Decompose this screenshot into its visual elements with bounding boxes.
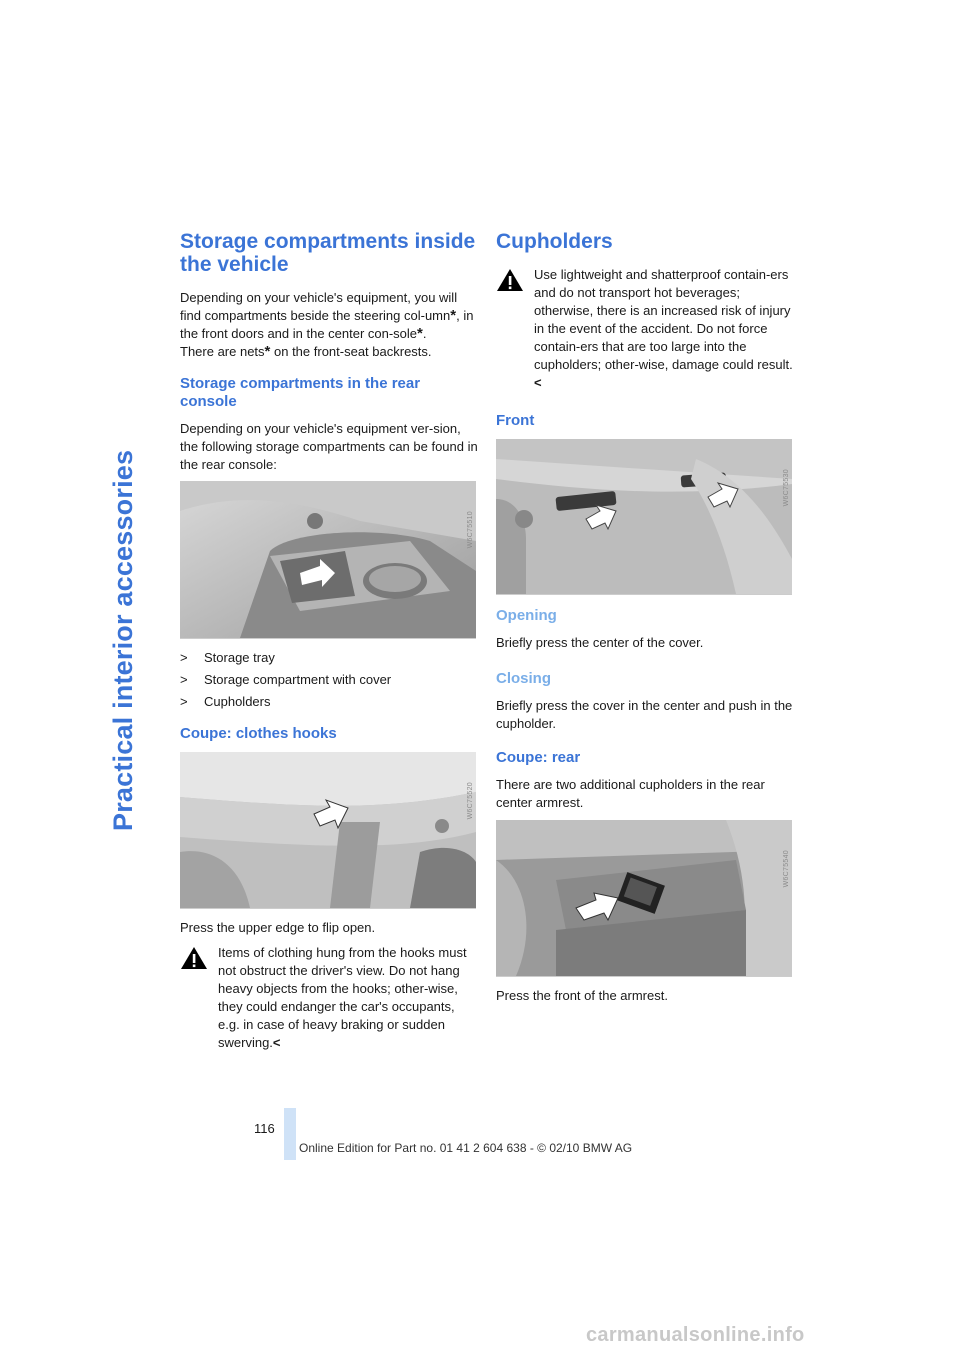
subsection-title-opening: Opening	[496, 607, 557, 624]
subsection-title-rear-console: Storage compartments in the rear console	[180, 375, 421, 410]
chapter-side-title: Practical interior accessories	[108, 449, 138, 831]
end-mark: <	[534, 375, 542, 390]
subsection-title-closing: Closing	[496, 670, 551, 687]
coupe-rear-text: There are two additional cupholders in the rear center armrest.	[496, 777, 765, 810]
subsection-title-coupe-rear: Coupe: rear	[496, 749, 581, 766]
footer-edition: Online Edition for Part no. 01 41 2 604 638 - © 02/10 BMW AG	[299, 1141, 633, 1155]
list-item: > Storage compartment with cover	[180, 672, 392, 687]
warning-text: Use lightweight and shatterproof contain-ers and do not transport hot beverages; otherwise, there is an increased risk of injury in the event of the accident. Do not force contain-ers that are too large into the cupholders; other-wise, damage could result.	[534, 267, 793, 372]
photo-code: W6C75530	[783, 469, 790, 507]
section-title-cupholders: Cupholders	[496, 230, 613, 253]
page-number: 116	[254, 1121, 275, 1136]
list-item: > Cupholders	[180, 694, 271, 709]
front-cupholder-photo	[496, 439, 792, 595]
section-title-storage: Storage compartments inside the vehicle	[180, 230, 476, 276]
left-column	[180, 226, 478, 1052]
photo-code: W6C75510	[467, 511, 474, 549]
armrest-instruction: Press the front of the armrest.	[496, 988, 668, 1003]
rear-console-text: Depending on your vehicle's equipment ver-sion, the following storage compartments can be found in the rear console:	[180, 421, 478, 472]
clothes-hook-instruction: Press the upper edge to flip open.	[180, 920, 376, 935]
opening-text: Briefly press the center of the cover.	[496, 635, 704, 650]
warning-triangle-icon	[496, 268, 524, 292]
subsection-title-clothes-hooks: Coupe: clothes hooks	[180, 725, 337, 742]
rear-console-photo	[180, 481, 476, 639]
closing-text: Briefly press the cover in the center and push in the cupholder.	[496, 698, 793, 731]
rear-armrest-photo	[496, 820, 792, 977]
warning-triangle-icon	[180, 946, 208, 970]
clothes-hook-photo	[180, 752, 476, 909]
right-column	[496, 226, 794, 1012]
clothes-hook-warning	[180, 944, 478, 1052]
photo-code: W6C75520	[467, 782, 474, 820]
rear-console-list	[180, 649, 478, 711]
warning-text: Items of clothing hung from the hooks must not obstruct the driver's view. Do not hang heavy objects from the hooks; other-wise, they could endanger the car's occupants, e.g. in case of heavy braking or sudden swerving.	[218, 945, 467, 1050]
end-mark: <	[272, 1035, 281, 1050]
cupholder-warning	[496, 266, 794, 392]
footer-accent-bar	[284, 1108, 296, 1160]
site-watermark: carmanualsonline.info	[586, 1324, 805, 1346]
list-item: > Storage tray	[180, 650, 275, 665]
storage-intro: Depending on your vehicle's equipment, you will find compartments beside the steering col-umn*, in the front doors and in the center con-sole*. There are nets* on the front-seat backrests.	[180, 290, 474, 360]
subsection-title-front: Front	[496, 412, 535, 429]
photo-code: W6C75540	[783, 850, 790, 888]
